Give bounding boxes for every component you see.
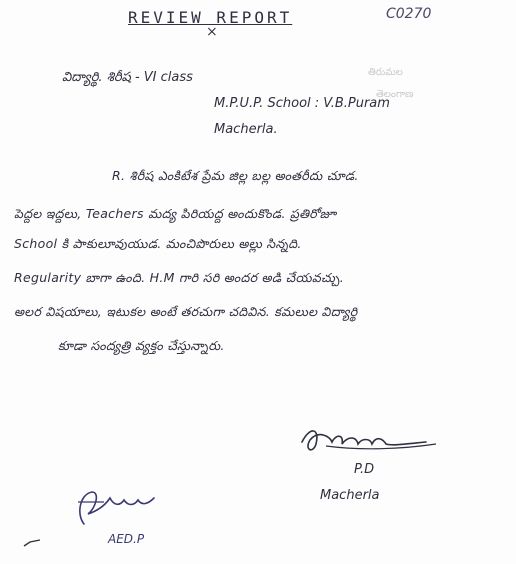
- pd-place: Macherla: [320, 488, 380, 503]
- report-body-line: R. శిరీష ఎంకిటేశ ప్రేమ జిల్ల బల్ల అంతరీదు చూడ.: [112, 168, 359, 183]
- report-body-line: అలర విషయాలు, ఇటుకల అంటే తరచుగా చదివిన. కమలుల విద్యార్థి: [14, 304, 358, 319]
- pd-signature: [296, 420, 446, 460]
- aedp-designation: AED.P: [108, 532, 145, 546]
- report-body-line: Regularity బాగా ఉంది. H.M గారి సరి అందర అడి చేయవచ్చు.: [14, 270, 344, 285]
- school-place: Macherla.: [214, 122, 278, 137]
- report-body-line: School కి పాకులూవుయుడ. మంచిపొరులు అల్లు సిన్నది.: [14, 236, 302, 251]
- pd-designation: P.D: [354, 462, 375, 477]
- document-code: C0270: [386, 6, 432, 22]
- faint-bleed-text: తిరుమల: [368, 67, 403, 78]
- report-body-line: పెద్దల ఇద్దలు, Teachers మద్య పిరియద్ద అందుకొండ. ప్రతిరోజూ: [14, 206, 337, 221]
- title-cross-mark: ×: [206, 24, 218, 40]
- aedp-signature: [70, 484, 160, 534]
- faint-bleed-text: తెలంగాణ: [376, 89, 414, 100]
- report-title: REVIEW REPORT: [128, 8, 293, 27]
- student-name-class: విద్యార్థి. శిరీష - VI class: [62, 70, 193, 85]
- check-mark: [22, 538, 42, 550]
- school-name: M.P.U.P. School : V.B.Puram: [214, 96, 390, 111]
- report-body-line: కూడా సంద్యత్రి వ్యక్తం చేస్తున్నారు.: [58, 338, 225, 353]
